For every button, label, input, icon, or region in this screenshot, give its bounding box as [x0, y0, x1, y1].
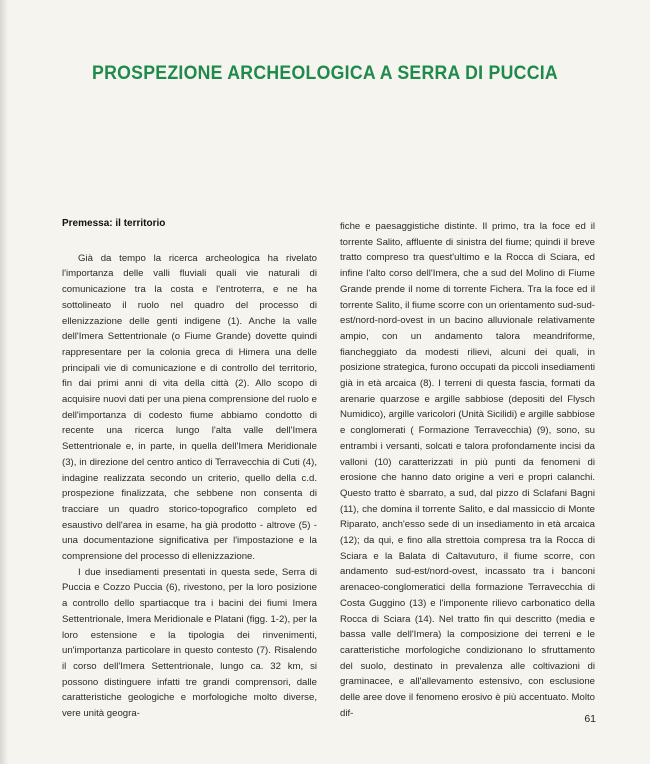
left-column: [62, 216, 317, 722]
paragraph: fiche e paesaggistiche distinte. Il primo, tra la foce ed il torrente Salito, affluente di sinistra del fiume; quindi il breve tratto compreso tra quest'ultimo e la Rocca di Sciara, ed infine l'alto corso dell'Imera, che a sud del Molino di Fiume Grande prende il nome di torrente Fichera. Tra la foce ed il torrente Salito, il fiume scorre con un orientamento sud-sud-est/nord-nord-ovest in un bacino alluvionale relativamente ampio, con un andamento talora meandriforme, fiancheggiato da modesti rilievi, alcuni dei quali, in posizione strategica, furono occupati da piccoli insediamenti già in età arcaica (8). I terreni di questa fascia, formati da arenarie quarzose e argille sabbiose (depositi del Flysch Numidico), argille varicolori (Unità Sicilidi) e argille sabbiose e conglomerati ( Formazione Terravecchia) (9), sono, su entrambi i versanti, solcati e talora profondamente incisi da valloni (10) caratterizzati in più punti da fenomeni di erosione che hanno dato origine a veri e propri calanchi. Questo tratto è sbarrato, a sud, dal pizzo di Sclafani Bagni (11), che domina il torrente Salito, e dal massiccio di Monte Riparato, anch'esso sede di un insediamento in età arcaica (12); da qui, e fino alla strettoia compresa tra la Rocca di Sciara e la Balata di Caltavuturo, il fiume scorre, con andamento sud-est/nord-ovest, incassato tra i banconi arenaceo-conglomeratici della formazione Terravecchia di Costa Guggino (13) e l'imponente rilievo carbonatico della Rocca di Sciara (14). Nel tratto fin qui descritto (media e bassa valle dell'Imera) la composizione dei terreni e le caratteristiche morfologiche condizionano lo sfruttamento del suolo, destinato in prevalenza alle coltivazioni di graminacee, e all'allevamento estensivo, con esclusione delle aree dove il fenomeno erosivo è più accentuato. Molto dif-: [340, 221, 595, 719]
section-heading: Premessa: il territorio: [62, 218, 166, 229]
paragraph: I due insediamenti presentati in questa sede, Serra di Puccia e Cozzo Puccia (6), rivestono, per la loro posizione a controllo dello spartiacque tra i bacini dei fiumi Imera Settentrionale, Imera Meridionale e Platani (figg. 1-2), per la loro estensione e la tipologia dei rinvenimenti, un'importanza particolare in questo contesto (7). Risalendo il corso dell'Imera Settentrionale, lungo ca. 32 km, si possono distinguere infatti tre grandi comprensori, dalle caratteristiche geologiche e morfologiche molto diverse, vere unità geogra-: [62, 566, 317, 720]
right-column: [340, 219, 595, 722]
page-title: PROSPEZIONE ARCHEOLOGICA A SERRA DI PUCCIA: [92, 63, 558, 84]
paragraph: Già da tempo la ricerca archeologica ha rivelato l'importanza delle valli fluviali quali vie naturali di comunicazione tra la costa e l'entroterra, e ne ha sottolineato il ruolo nel quadro del processo di ellenizzazione delle genti indigene (1). Anche la valle dell'Imera Settentrionale (o Fiume Grande) dovette quindi rappresentare per la colonia greca di Himera una delle principali vie di comunicazione e di controllo del territorio, fin dai primi anni di vita della città (2). Allo scopo di acquisire nuovi dati per una piena comprensione del ruolo e dell'importanza di codesto fiume abbiamo condotto di recente una ricerca lungo l'alta valle dell'Imera Settentrionale e, in parte, in quella dell'Imera Meridionale (3), in direzione del centro antico di Terravecchia di Cuti (4), indagine realizzata secondo un criterio, quello della c.d. prospezione finalizzata, che sebbene non consenta di tracciare un quadro storico-topografico completo ed esaustivo dell'area in esame, ha già prodotto - altrove (5) - una documentazione significativa per l'impostazione e la comprensione del processo di ellenizzazione.: [62, 252, 317, 563]
page-number: 61: [584, 713, 596, 725]
page-edge-shadow: [0, 0, 8, 764]
